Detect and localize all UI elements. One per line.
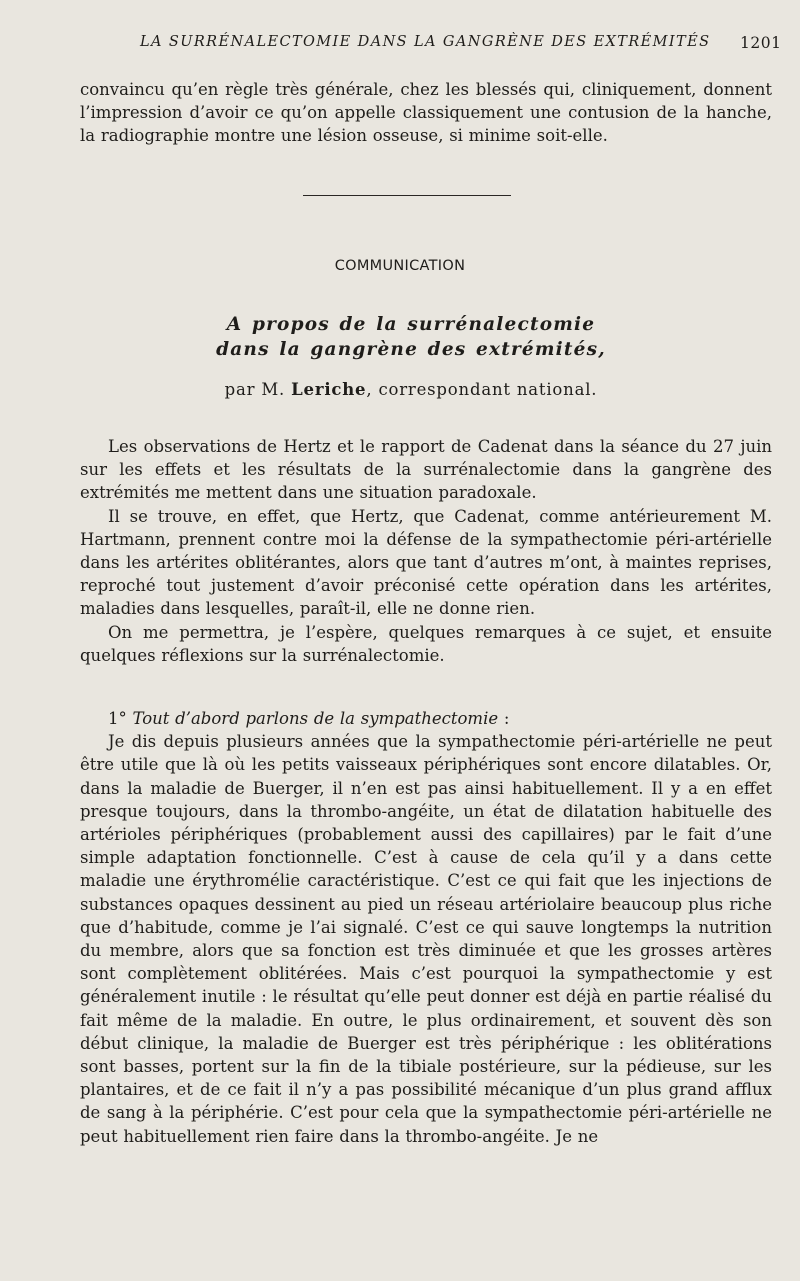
intro-paragraph-block xyxy=(80,78,772,148)
section-label: COMMUNICATION xyxy=(334,258,466,274)
subsection-block xyxy=(80,707,772,1148)
article-byline xyxy=(0,380,800,399)
running-header-title: LA SURRÉNALECTOMIE DANS LA GANGRÈNE DES EXTRÉMITÉS xyxy=(140,34,711,50)
paragraph-2: Il se trouve, en effet, que Hertz, que Cadenat, comme antérieurement M. Hartmann, prennent contre moi la défense de la sympathectomie péri-artérielle dans les artérites oblitérantes, alors que tant d’autres m’ont, à maintes reprises, reproché tout justement d’avoir préconisé cette opération dans les artérites, maladies dans lesquelles, paraît-il, elle ne donne rien. xyxy=(80,506,772,619)
subsection-number: 1° xyxy=(108,709,127,728)
article-title xyxy=(0,312,800,362)
intro-paragraph: convaincu qu’en règle très générale, chez les blessés qui, cliniquement, donnent l’impression d’avoir ce qu’on appelle classiquement une contusion de la hanche, la radiographie montre une lésion osseuse, si minime soit-elle. xyxy=(80,80,772,146)
subsection-colon: : xyxy=(498,709,510,728)
subsection-heading xyxy=(80,707,772,730)
section-divider xyxy=(303,195,511,196)
subsection-title: Tout d’abord parlons de la sympathectomie xyxy=(132,709,499,728)
article-title-line-1: A propos de la surrénalectomie xyxy=(226,314,596,335)
byline-suffix: , correspondant national. xyxy=(366,380,598,399)
article-title-line-2: dans la gangrène des extrémités, xyxy=(216,339,606,360)
paragraph-3: On me permettra, je l’espère, quelques remarques à ce sujet, et ensuite quelques réflexions sur la surrénalectomie. xyxy=(80,622,772,665)
byline-prefix: par M. xyxy=(224,380,286,399)
page-number: 1201 xyxy=(740,34,782,52)
opening-paragraphs xyxy=(80,435,772,667)
byline-author: Leriche xyxy=(291,380,367,399)
paragraph-1: Les observations de Hertz et le rapport de Cadenat dans la séance du 27 juin sur les effets et les résultats de la surrénalectomie dans la gangrène des extrémités me mettent dans une situation paradoxale. xyxy=(80,437,772,503)
paragraph-4: Je dis depuis plusieurs années que la sympathectomie péri-artérielle ne peut être utile que là où les petits vaisseaux périphériques sont encore dilatables. Or, dans la maladie de Buerger, il n’en est pas ainsi habituellement. Il y a en effet presque toujours, dans la thrombo-angéite, un état de dilatation habituelle des artérioles périphériques (probablement aussi des capillaires) par le fait d’une simple adaptation fonctionnelle. C’est à cause de cela qu’il y a dans cette maladie une érythromélie caractéristique. C’est ce qui fait que les injections de substances opaques dessinent au pied un réseau artériolaire beaucoup plus riche que d’habitude, comme je l’ai signalé. C’est ce qui sauve longtemps la nutrition du membre, alors que sa fonction est très diminuée et que les grosses artères sont complètement oblitérées. Mais c’est pourquoi la sympathectomie y est généralement inutile : le résultat qu’elle peut donner est déjà en partie réalisé du fait même de la maladie. En outre, le plus ordinairement, et souvent dès son début clinique, la maladie de Buerger est très périphérique : les oblitérations sont basses, portent sur la fin de la tibiale postérieure, sur la pédieuse, sur les plantaires, et de ce fait il n’y a pas possibilité mécanique d’un plus grand afflux de sang à la périphérie. C’est pour cela que la sympathectomie péri-artérielle ne peut habituellement rien faire dans la thrombo-angéite. Je ne xyxy=(80,732,772,1146)
